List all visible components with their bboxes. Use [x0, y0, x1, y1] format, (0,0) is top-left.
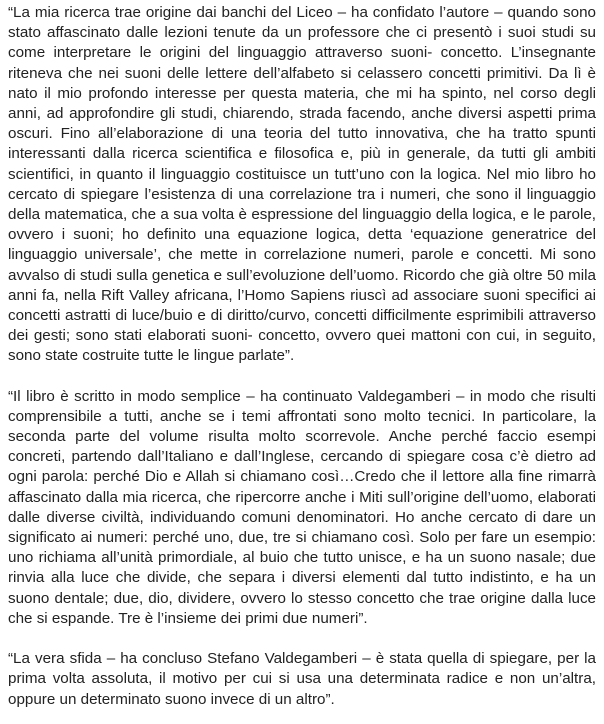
- paragraph-conclusion: “La vera sfida – ha concluso Stefano Valdegamberi – è stata quella di spiegare, per la prima volta assoluta, il motivo per cui si usa una determinata radice e non un’altra, oppure un determinato suono invece di un altro”.: [8, 650, 596, 708]
- paragraph-book-description: “Il libro è scritto in modo semplice – ha continuato Valdegamberi – in modo che risulti comprensibile a tutti, anche se i temi affrontati sono molto tecnici. In particolare, la seconda parte del volume risulta molto scorrevole. Anche perché faccio esempi concreti, partendo dall’Italiano e dall’Inglese, cercando di spiegare cosa c’è dietro ad ogni parola: perché Dio e Allah si chiamano così…Credo che il lettore alla fine rimarrà affascinato dalla mia ricerca, che ripercorre anche i Miti sull’origine dell’uomo, elaborati dalle diverse civiltà, individuando comuni denominatori. Ho anche cercato di dare un significato ai numeri: perché uno, due, tre si chiamano così. Solo per fare un esempio: uno richiama all’unità primordiale, al buio che tutto unisce, e ha un suono nasale; due rinvia alla luce che divide, che separa i diversi elementi dal tutto indistinto, e ha un suono dentale; due, dio, dividere, ovvero lo stesso concetto che trae origine dalla luce che si espande. Tre è l’insieme dei primi due numeri”.: [8, 387, 596, 627]
- paragraph-origin-of-research: “La mia ricerca trae origine dai banchi del Liceo – ha confidato l’autore – quando sono stato affascinato dalle lezioni tenute da un professore che ci presentò i suoi studi su come interpretare le origini del linguaggio attraverso suoni- concetto. L’insegnante riteneva che nei suoni delle lettere dell’alfabeto si celassero concetti primitivi. Da lì è nato il mio profondo interesse per questa materia, che mi ha spinto, nel corso degli anni, ad approfondire gli studi, chiarendo, strada facendo, anche diversi aspetti prima oscuri. Fino all’elaborazione di una teoria del tutto innovativa, che ha tratto spunti interessanti dalla ricerca scientifica e filosofica e, più in generale, da tutti gli ambiti scientifici, in quanto il linguaggio costituisce un tutt’uno con la logica. Nel mio libro ho cercato di spiegare l’esistenza di una correlazione tra i numeri, che sono il linguaggio della matematica, che a sua volta è espressione del linguaggio della logica, e le parole, ovvero i suoni; ho definito una equazione logica, detta ‘equazione generatrice del linguaggio universale’, che mette in correlazione numeri, parole e concetti. Mi sono avvalso di studi sulla genetica e sull’evoluzione dell’uomo. Ricordo che già oltre 50 mila anni fa, nella Rift Valley africana, l’Homo Sapiens riuscì ad associare suoni specifici ai concetti astratti di luce/buio e di diritto/curvo, concetti difficilmente esprimibili attraverso dei gesti; sono stati elaborati suoni- concetto, ovvero quei mattoni con cui, in seguito, sono state costruite tutte le lingue parlate”.: [8, 4, 596, 365]
